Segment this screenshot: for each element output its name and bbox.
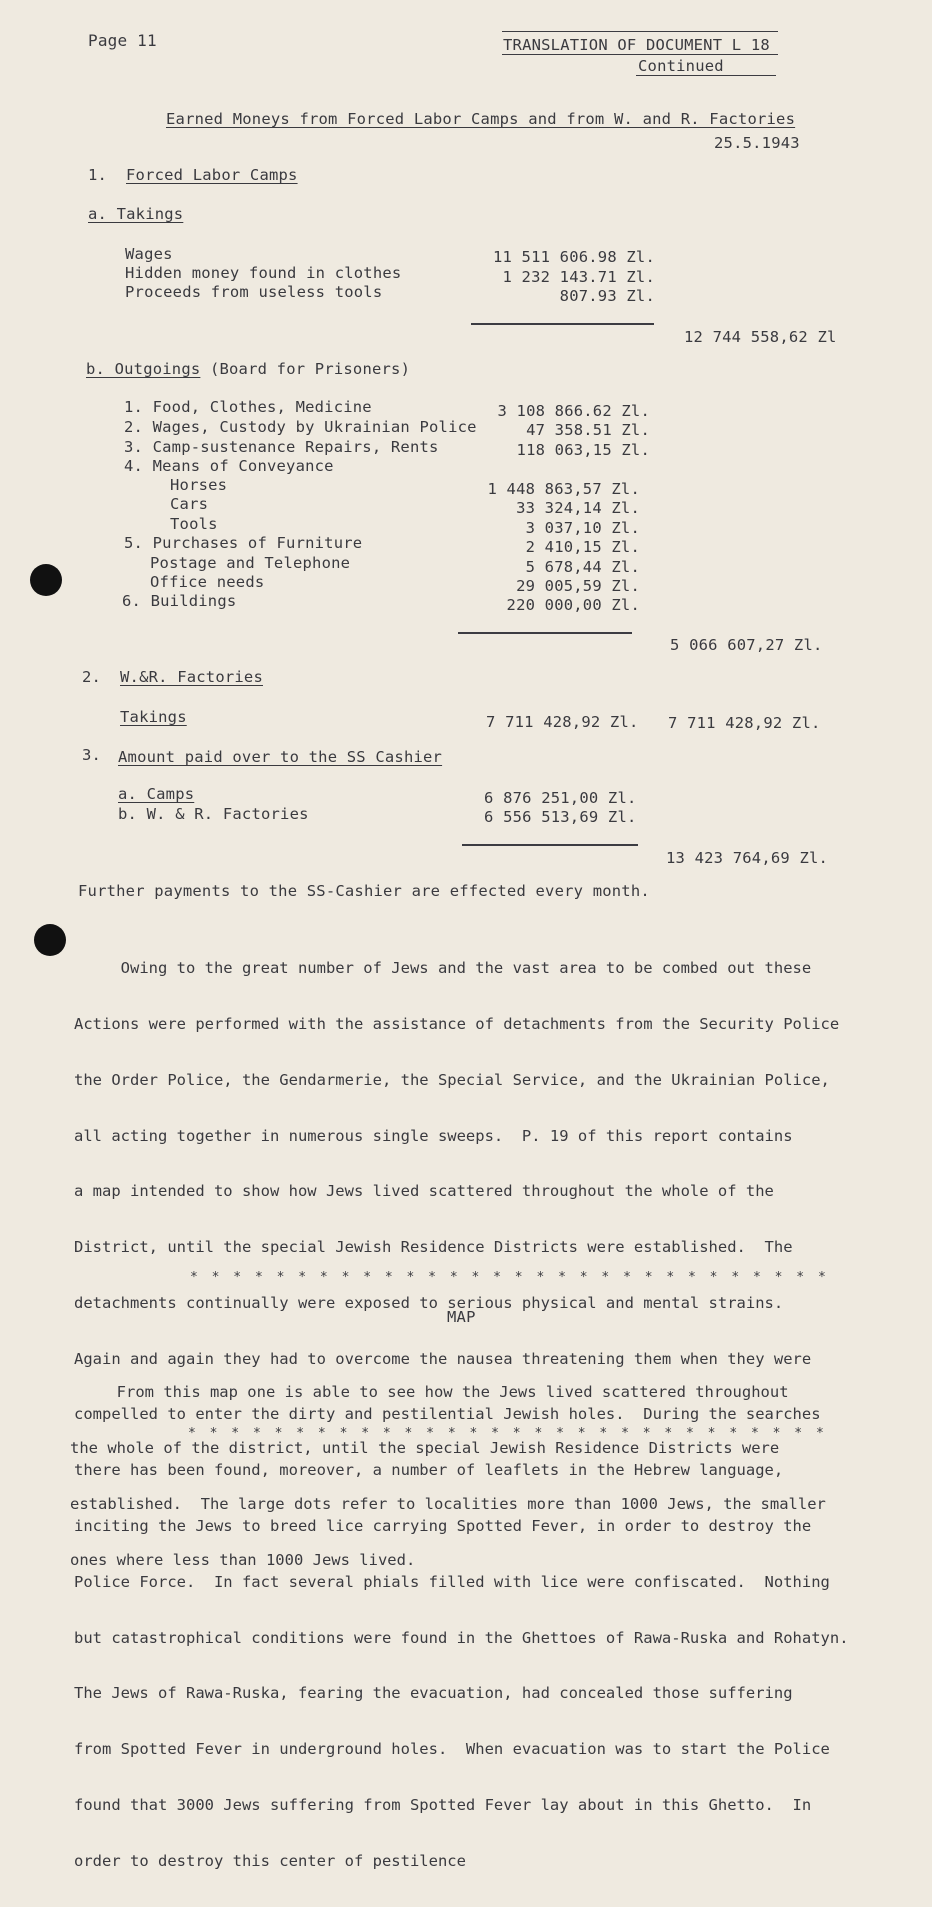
- punch-hole-bottom: [34, 924, 66, 956]
- map-line: established. The large dots refer to localities more than 1000 Jews, the smaller: [70, 1494, 826, 1513]
- section-2-title: W.&R. Factories: [120, 668, 263, 686]
- outgoing-label: 3. Camp-sustenance Repairs, Rents: [124, 438, 439, 456]
- section-3-row-amount: 6 876 251,00 Zl.: [484, 789, 637, 807]
- paragraph-line: order to destroy this center of pestilence: [74, 1851, 466, 1870]
- section-2-takings-amount: 7 711 428,92 Zl.: [486, 713, 639, 731]
- paragraph-line: from Spotted Fever in underground holes. When evacuation was to start the Police: [74, 1740, 830, 1759]
- takings-amount: 1 232 143.71 Zl.: [502, 268, 655, 286]
- outgoing-amount: 1 448 863,57 Zl.: [487, 480, 640, 498]
- section-3-total: 13 423 764,69 Zl.: [666, 849, 829, 867]
- takings-amount: 11 511 606.98 Zl.: [492, 248, 655, 266]
- star-divider-top: * * * * * * * * * * * * * * * * * * * * * * * * * * * * * *: [190, 1270, 829, 1285]
- outgoing-label: 1. Food, Clothes, Medicine: [124, 398, 372, 416]
- map-line: From this map one is able to see how the Jews lived scattered throughout: [70, 1383, 789, 1402]
- paragraph-line: a map intended to show how Jews lived scattered throughout the whole of the: [74, 1182, 774, 1201]
- takings-label: Proceeds from useless tools: [125, 283, 383, 301]
- paragraph-line: Owing to the great number of Jews and the vast area to be combed out these: [74, 959, 812, 978]
- paragraph-line: the Order Police, the Gendarmerie, the Special Service, and the Ukrainian Police,: [74, 1070, 830, 1089]
- header-bottom-rule: [636, 75, 776, 76]
- section-1b-title: [86, 360, 410, 378]
- outgoing-amount: 118 063,15 Zl.: [516, 441, 650, 459]
- outgoing-label: 2. Wages, Custody by Ukrainian Police: [124, 418, 477, 436]
- page-number: Page 11: [88, 31, 157, 50]
- section-3-number: 3.: [82, 746, 102, 764]
- outgoing-label: Office needs: [150, 573, 265, 591]
- outgoing-amount: 3 037,10 Zl.: [525, 519, 640, 537]
- section-3-row-label: b. W. & R. Factories: [118, 805, 309, 823]
- section-2-number: 2.: [82, 668, 102, 686]
- takings-label: Hidden money found in clothes: [125, 264, 402, 282]
- punch-hole-top: [30, 564, 62, 596]
- section-3-title: Amount paid over to the SS Cashier: [118, 748, 443, 766]
- outgoing-label: Cars: [170, 495, 209, 513]
- section-1b-label: b. Outgoings: [86, 360, 201, 378]
- paragraph-line: Again and again they had to overcome the nausea threatening them when they were: [74, 1349, 812, 1368]
- outgoing-amount: 5 678,44 Zl.: [525, 558, 640, 576]
- paragraph-line: detachments continually were exposed to serious physical and mental strains.: [74, 1293, 784, 1312]
- outgoing-label: Horses: [170, 476, 228, 494]
- section-3-row-amount: 6 556 513,69 Zl.: [484, 808, 637, 826]
- section-1a-title: a. Takings: [88, 205, 184, 223]
- outgoing-amount: 2 410,15 Zl.: [525, 538, 640, 556]
- outgoing-amount: 3 108 866.62 Zl.: [497, 402, 650, 420]
- paragraph-line: District, until the special Jewish Residence Districts were established. The: [74, 1238, 793, 1257]
- map-line: ones where less than 1000 Jews lived.: [70, 1550, 416, 1569]
- outgoing-label: Postage and Telephone: [150, 554, 351, 572]
- section-3-row-label: a. Camps: [118, 785, 195, 803]
- outgoing-amount: 29 005,59 Zl.: [516, 577, 640, 595]
- header-mid-rule: [502, 54, 778, 55]
- paragraph-line: The Jews of Rawa-Ruska, fearing the evacuation, had concealed those suffering: [74, 1684, 793, 1703]
- paragraph-line: inciting the Jews to breed lice carrying Spotted Fever, in order to destroy the: [74, 1517, 812, 1535]
- paragraph-line: Actions were performed with the assistance of detachments from the Security Police: [74, 1014, 840, 1033]
- takings-amount: 807.93 Zl.: [559, 287, 655, 305]
- section-1-number: 1.: [88, 166, 108, 184]
- outgoing-label: 4. Means of Conveyance: [124, 457, 334, 475]
- paragraph-line: all acting together in numerous single sweeps. P. 19 of this report contains: [74, 1126, 793, 1145]
- paragraph-line: there has been found, moreover, a number of leaflets in the Hebrew language,: [74, 1461, 784, 1480]
- map-line: the whole of the district, until the special Jewish Residence Districts were: [70, 1438, 780, 1457]
- map-heading: MAP: [447, 1308, 476, 1326]
- takings-sum-rule: [471, 323, 654, 325]
- outgoing-amount: 47 358.51 Zl.: [526, 421, 650, 439]
- translation-title: TRANSLATION OF DOCUMENT L 18: [503, 36, 770, 54]
- document-title: Earned Moneys from Forced Labor Camps and from W. and R. Factories: [166, 110, 796, 128]
- continued-label: Continued: [638, 57, 724, 75]
- section-1b-note: (Board for Prisoners): [209, 360, 411, 378]
- outgoings-sum-rule: [458, 632, 632, 634]
- paragraph-line: found that 3000 Jews suffering from Spotted Fever lay about in this Ghetto. In: [74, 1795, 812, 1814]
- takings-label: Wages: [125, 245, 173, 263]
- outgoings-total: 5 066 607,27 Zl.: [670, 636, 823, 654]
- section-2-takings-total: 7 711 428,92 Zl.: [668, 714, 821, 732]
- section-1-title: Forced Labor Camps: [126, 166, 298, 184]
- outgoing-amount: 220 000,00 Zl.: [506, 596, 640, 614]
- takings-total: 12 744 558,62 Zl: [684, 328, 837, 346]
- section-2-takings-label: Takings: [120, 708, 187, 726]
- outgoing-label: 5. Purchases of Furniture: [124, 534, 363, 552]
- map-paragraph: [70, 1346, 826, 1606]
- paragraph-line: Police Force. In fact several phials filled with lice were confiscated. Nothing: [74, 1572, 830, 1591]
- paragraph-line: compelled to enter the dirty and pestilential Jewish holes. During the searches: [74, 1405, 821, 1424]
- outgoing-label: Tools: [170, 515, 218, 533]
- outgoing-amount: 33 324,14 Zl.: [516, 499, 640, 517]
- star-divider-bottom: * * * * * * * * * * * * * * * * * * * * * * * * * * * * * *: [188, 1426, 827, 1441]
- header-top-rule: [502, 31, 778, 32]
- further-payments-note: Further payments to the SS-Cashier are effected every month.: [78, 882, 650, 900]
- outgoing-label: 6. Buildings: [122, 592, 237, 610]
- document-date: 25.5.1943: [714, 134, 800, 152]
- section-3-sum-rule: [462, 844, 638, 846]
- paragraph-line: but catastrophical conditions were found in the Ghettoes of Rawa-Ruska and Rohatyn.: [74, 1628, 849, 1647]
